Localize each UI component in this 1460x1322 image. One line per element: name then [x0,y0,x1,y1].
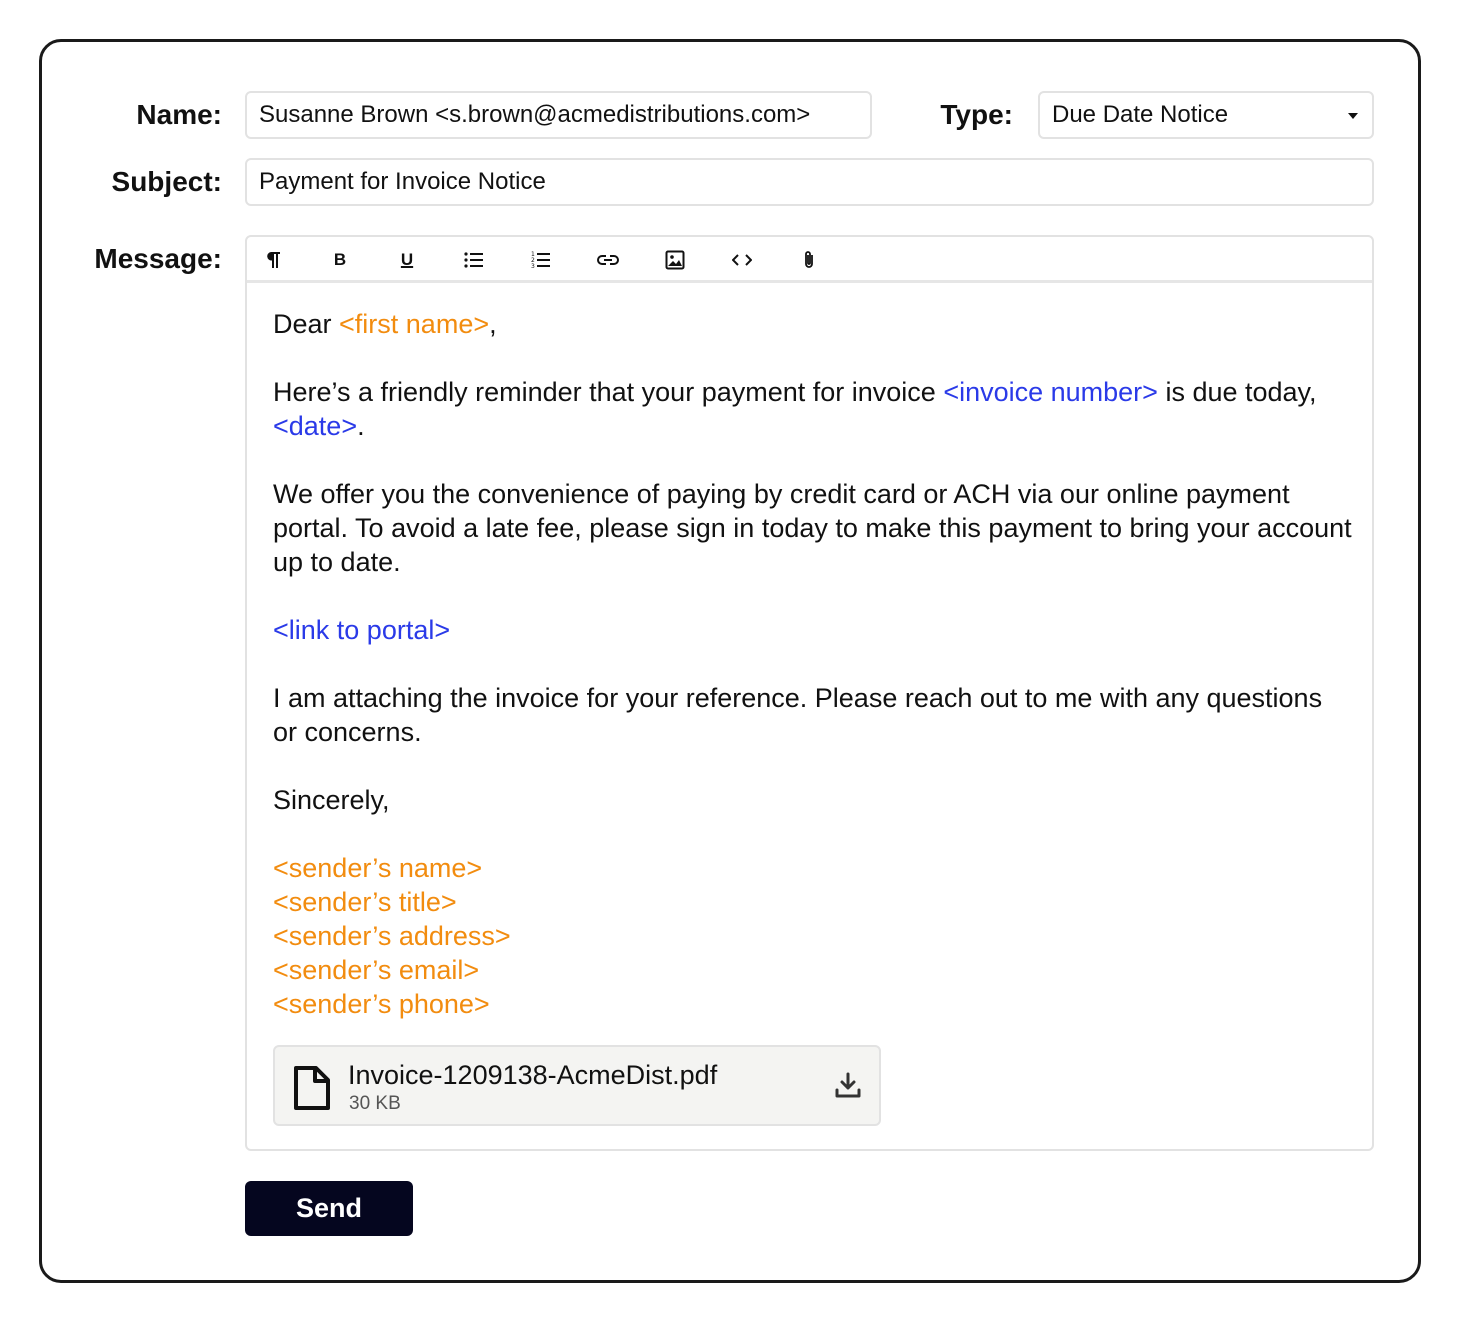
type-select[interactable] [1038,91,1374,139]
svg-text:1: 1 [531,251,535,258]
greeting-comma: , [489,309,497,339]
link-icon[interactable] [594,247,622,273]
message-label: Message: [94,243,222,274]
email-compose-card [39,39,1421,1283]
attach-icon[interactable] [795,247,823,273]
attachment-paragraph: I am attaching the invoice for your reference. Please reach out to me with any questions or concerns. [273,683,1323,747]
message-editor[interactable] [245,235,1374,1151]
sender-name-placeholder: <sender’s name> [273,853,483,883]
reminder-text-mid: is due today, [1157,377,1317,407]
payment-paragraph: We offer you the convenience of paying by credit card or ACH via our online payment portal. To avoid a late fee, please sign in today to make this payment to bring your account up to date. [273,479,1352,577]
download-icon[interactable] [834,1071,862,1099]
sender-phone-placeholder: <sender’s phone> [273,989,490,1019]
sender-email-placeholder: <sender’s email> [273,955,480,985]
sender-title-placeholder: <sender’s title> [273,887,457,917]
attachment-file-name: Invoice-1209138-AcmeDist.pdf [348,1060,718,1090]
file-icon [293,1065,331,1111]
sender-address-placeholder: <sender’s address> [273,921,511,951]
portal-link-placeholder: <link to portal> [273,615,451,645]
paragraph-icon[interactable] [259,247,287,273]
reminder-text: Here’s a friendly reminder that your payment for invoice [273,377,944,407]
image-icon[interactable] [661,247,689,273]
attachment-card[interactable] [273,1045,881,1126]
type-label: Type: [940,99,1013,130]
bullet-list-icon[interactable] [460,247,488,273]
svg-text:2: 2 [531,257,535,264]
reminder-period: . [357,411,365,441]
svg-text:3: 3 [531,263,535,269]
editor-toolbar [247,237,1372,283]
subject-label: Subject: [111,166,222,197]
greeting-text: Dear [273,309,340,339]
subject-input[interactable]: Payment for Invoice Notice [245,158,1374,206]
first-name-placeholder: <first name> [339,309,490,339]
name-input[interactable]: Susanne Brown <s.brown@acmedistributions.com> [245,91,872,139]
invoice-number-placeholder: <invoice number> [943,377,1158,407]
bold-icon[interactable]: B [333,250,347,269]
reminder-paragraph [273,375,1353,443]
chevron-down-icon [1348,113,1358,119]
date-placeholder: <date> [273,411,358,441]
closing-line: Sincerely, [273,785,390,815]
name-label: Name: [136,99,222,130]
code-icon[interactable] [728,247,756,273]
type-select-value: Due Date Notice [1052,101,1229,128]
greeting-line [273,307,1353,341]
send-button[interactable]: Send [245,1181,413,1236]
underline-icon[interactable]: U [400,250,414,269]
attachment-file-size: 30 KB [349,1093,401,1114]
numbered-list-icon[interactable] [527,247,555,273]
message-body[interactable] [273,307,1353,1021]
